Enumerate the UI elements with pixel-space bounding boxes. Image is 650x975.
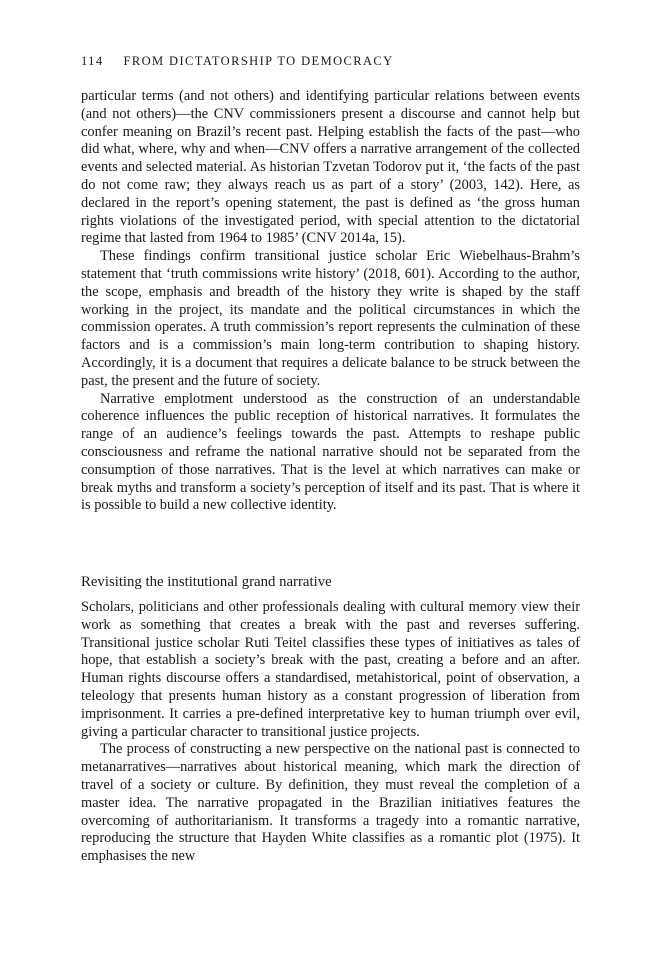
paragraph: Narrative emplotment understood as the construction of an understandable coherence influences the public reception of historical narratives. It formulates the range of an audience’s feelings towards the past. Attempts to reshape public consciousness and reframe the national narrative should not be separated from the consumption of those narratives. That is the level at which narratives can make or break myths and transform a society’s perception of itself and its past. That is where it is possible to build a new collective identity. <box>81 390 580 514</box>
paragraph: Scholars, politicians and other professionals dealing with cultural memory view their work as something that creates a break with the past and reverses suffering. Transitional justice scholar Ruti Teitel classifies these types of initiatives as tales of hope, that establish a society’s break with the past, creating a before and an after. Human rights discourse offers a standardised, metahistorical, point of observation, a teleology that presents human history as a constant progression of liberation from imprisonment. It carries a pre-defined interpretative key to human triumph over evil, giving a particular character to transitional justice projects. <box>81 599 580 740</box>
paragraph: These findings confirm transitional justice scholar Eric Wiebelhaus-Brahm’s statement that ‘truth commissions write history’ (2018, 601). According to the author, the scope, emphasis and breadth of the history they write is shaped by the staff working in the project, its mandate and the political circumstances in which the commission operates. A truth commission’s report represents the culmination of these factors and is a commission’s main long-term contribution to shaping history. Accordingly, it is a document that requires a delicate balance to be struck between the past, the present and the future of society. <box>81 248 580 389</box>
paragraph: particular terms (and not others) and identifying particular relations between events (and not others)—the CNV commissioners present a discourse and cannot help but confer meaning on Brazil’s recent past. Helping establish the facts of the past—who did what, where, why and when—CNV offers a narrative arrangement of the collected events and selected material. As historian Tzvetan Todorov put it, ‘the facts of the past do not come raw; they always reach us as part of a story’ (2003, 142). Here, as declared in the report’s opening statement, the past is defined as ‘the gross human rights violations of the investigated period, with special attention to the dictatorial regime that lasted from 1964 to 1985’ (CNV 2014a, 15). <box>81 88 580 247</box>
body-text <box>81 88 580 515</box>
section-heading: Revisiting the institutional grand narrative <box>81 574 332 590</box>
section <box>81 573 580 591</box>
running-title: FROM DICTATORSHIP TO DEMOCRACY <box>123 54 394 68</box>
section-body <box>81 599 580 866</box>
running-head <box>81 53 580 69</box>
paragraph: The process of constructing a new perspective on the national past is connected to metanarratives—narratives about historical meaning, which mark the direction of travel of a society or culture. By definition, they must reveal the completion of a master idea. The narrative propagated in the Brazilian initiatives features the overcoming of authoritarianism. It transforms a tragedy into a romantic narrative, reproducing the structure that Hayden White classifies as a romantic plot (1975). It emphasises the new <box>81 741 580 865</box>
page-number: 114 <box>81 54 104 68</box>
